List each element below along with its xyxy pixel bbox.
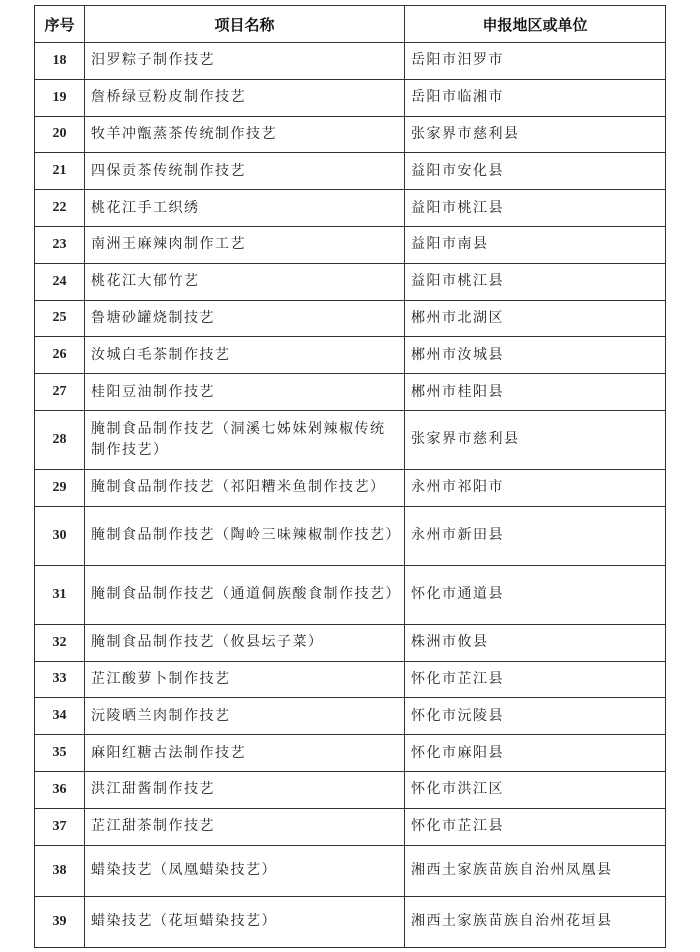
row-num: 23 [35,226,85,263]
row-region: 怀化市芷江县 [405,808,666,845]
row-num: 22 [35,190,85,227]
row-region: 怀化市麻阳县 [405,735,666,772]
row-name: 麻阳红糖古法制作技艺 [85,735,405,772]
row-num: 19 [35,79,85,116]
row-region: 郴州市桂阳县 [405,374,666,411]
row-region: 株洲市攸县 [405,624,666,661]
row-num: 37 [35,808,85,845]
row-region: 怀化市沅陵县 [405,698,666,735]
row-name: 洪江甜酱制作技艺 [85,771,405,808]
header-num: 序号 [35,6,85,43]
row-region: 益阳市南县 [405,226,666,263]
table-row [35,116,666,153]
row-name: 腌制食品制作技艺（攸县坛子菜） [85,624,405,661]
table-row [35,565,666,624]
row-num: 27 [35,374,85,411]
row-name: 蜡染技艺（凤凰蜡染技艺） [85,845,405,896]
row-num: 20 [35,116,85,153]
row-region: 益阳市安化县 [405,153,666,190]
row-num: 33 [35,661,85,698]
row-region: 怀化市芷江县 [405,661,666,698]
row-name: 腌制食品制作技艺（陶岭三味辣椒制作技艺） [85,506,405,565]
table-row [35,190,666,227]
table-row [35,43,666,80]
row-name: 汝城白毛茶制作技艺 [85,337,405,374]
table-row [35,771,666,808]
row-name: 蜡染技艺（花垣蜡染技艺） [85,896,405,947]
table-row [35,506,666,565]
row-num: 35 [35,735,85,772]
row-name: 桂阳豆油制作技艺 [85,374,405,411]
table-row [35,845,666,896]
table-row [35,698,666,735]
row-num: 39 [35,896,85,947]
row-num: 29 [35,469,85,506]
document-page [34,5,665,948]
table-row [35,337,666,374]
heritage-project-table [34,5,666,948]
row-region: 湘西土家族苗族自治州花垣县 [405,896,666,947]
table-row [35,153,666,190]
row-name: 桃花江大郁竹艺 [85,263,405,300]
row-num: 24 [35,263,85,300]
row-num: 31 [35,565,85,624]
row-region: 怀化市通道县 [405,565,666,624]
row-name: 腌制食品制作技艺（祁阳糟米鱼制作技艺） [85,469,405,506]
table-row [35,410,666,469]
table-row [35,808,666,845]
row-num: 21 [35,153,85,190]
row-name: 腌制食品制作技艺（洞溪七姊妹剁辣椒传统制作技艺） [85,410,405,469]
row-region: 郴州市汝城县 [405,337,666,374]
row-name: 四保贡茶传统制作技艺 [85,153,405,190]
row-name: 詹桥绿豆粉皮制作技艺 [85,79,405,116]
row-region: 张家界市慈利县 [405,116,666,153]
table-row [35,661,666,698]
row-name: 芷江甜茶制作技艺 [85,808,405,845]
table-row [35,469,666,506]
row-num: 38 [35,845,85,896]
table-row [35,374,666,411]
table-row [35,263,666,300]
table-row [35,624,666,661]
table-row [35,79,666,116]
row-region: 益阳市桃江县 [405,263,666,300]
row-region: 湘西土家族苗族自治州凤凰县 [405,845,666,896]
row-num: 34 [35,698,85,735]
row-region: 岳阳市临湘市 [405,79,666,116]
row-num: 32 [35,624,85,661]
row-num: 25 [35,300,85,337]
table-header-row [35,6,666,43]
row-name: 腌制食品制作技艺（通道侗族酸食制作技艺） [85,565,405,624]
row-name: 汨罗粽子制作技艺 [85,43,405,80]
row-num: 30 [35,506,85,565]
row-region: 岳阳市汨罗市 [405,43,666,80]
row-name: 桃花江手工织绣 [85,190,405,227]
row-region: 郴州市北湖区 [405,300,666,337]
table-row [35,735,666,772]
row-region: 怀化市洪江区 [405,771,666,808]
row-num: 28 [35,410,85,469]
row-region: 张家界市慈利县 [405,410,666,469]
header-region: 申报地区或单位 [405,6,666,43]
header-name: 项目名称 [85,6,405,43]
row-region: 益阳市桃江县 [405,190,666,227]
row-region: 永州市新田县 [405,506,666,565]
row-num: 26 [35,337,85,374]
row-num: 18 [35,43,85,80]
row-name: 南洲王麻辣肉制作工艺 [85,226,405,263]
row-name: 鲁塘砂罐烧制技艺 [85,300,405,337]
table-row [35,896,666,947]
row-num: 36 [35,771,85,808]
row-name: 沅陵晒兰肉制作技艺 [85,698,405,735]
row-name: 芷江酸萝卜制作技艺 [85,661,405,698]
row-name: 牧羊冲甑蒸茶传统制作技艺 [85,116,405,153]
table-row [35,300,666,337]
row-region: 永州市祁阳市 [405,469,666,506]
table-row [35,226,666,263]
